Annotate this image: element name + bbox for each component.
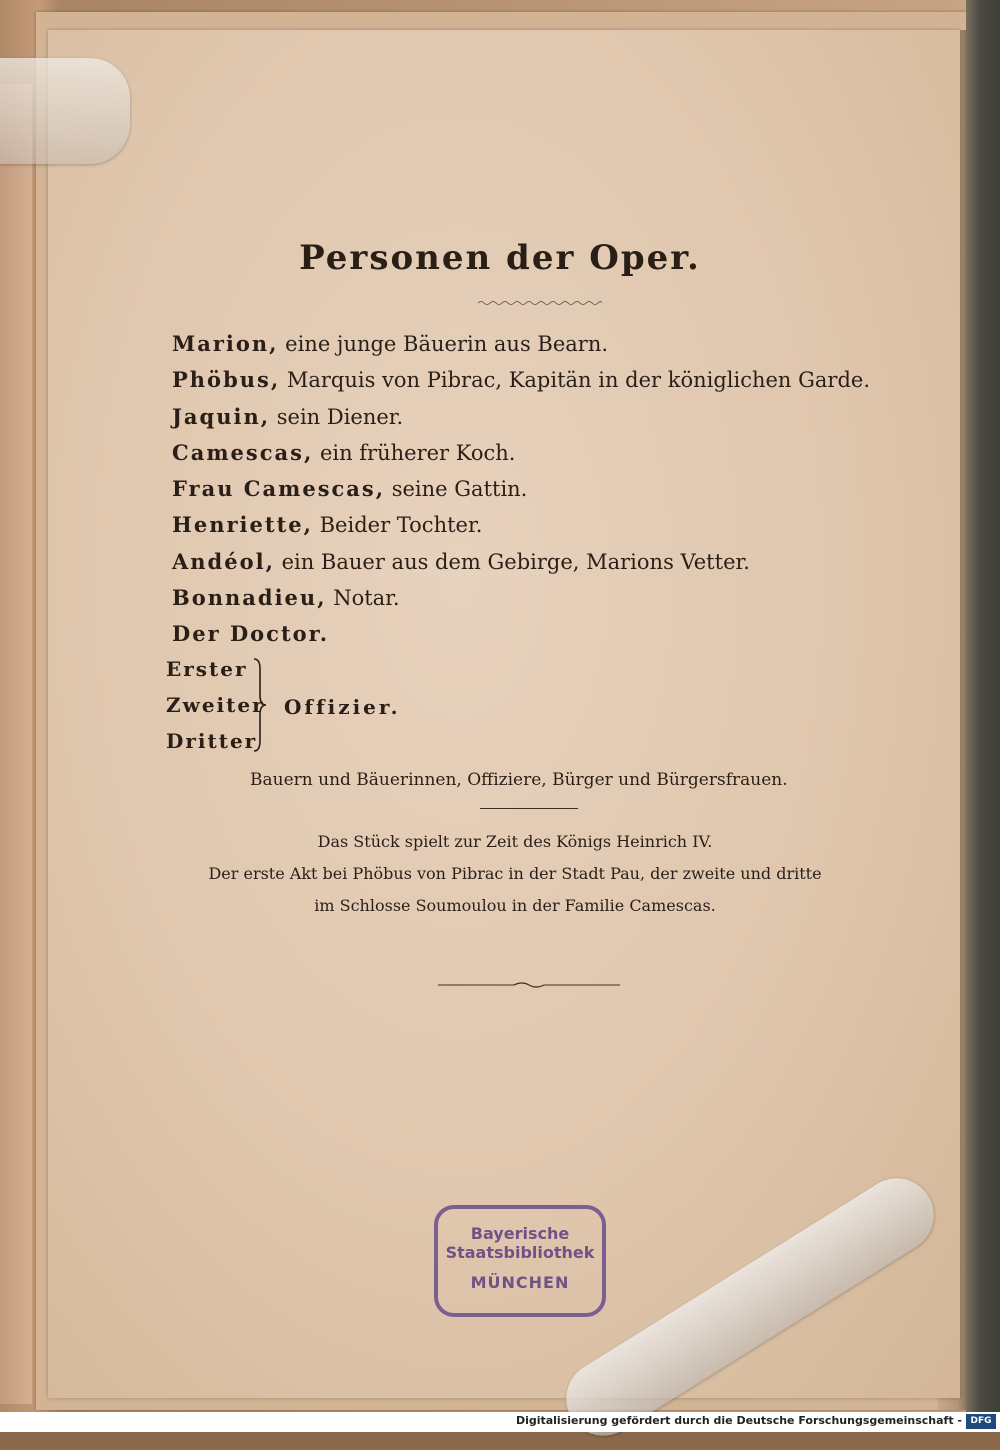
note-line: Der erste Akt bei Phöbus von Pibrac in der Stadt Pau, der zweite und dritte [208,864,822,883]
footer-bar [0,1412,1000,1432]
extras-line: Bauern und Bäuerinnen, Offiziere, Bürger und Bürgersfrauen. [250,770,788,790]
cast-description: ein früherer Koch. [313,440,516,465]
book-cover-edge [966,0,1000,1412]
library-stamp [434,1205,606,1317]
cast-description: Beider Tochter. [312,513,483,538]
cast-entry-phoebus [172,362,932,398]
officer-label: Offizier. [284,695,401,719]
cast-entry-andeol [172,544,932,580]
cast-entry-marion [172,326,932,362]
cast-description: eine junge Bäuerin aus Bearn. [278,332,609,356]
note-line: im Schlosse Soumoulou in der Familie Camescas. [314,896,716,915]
cast-name: Camescas, [172,439,314,465]
cast-name: Der Doctor. [172,621,330,647]
cast-name: Henriette, [172,512,313,538]
cast-list [172,326,932,653]
cast-entry-camescas [172,435,932,471]
officer-rank: Dritter [166,729,258,753]
cast-description: Notar. [326,586,400,611]
curly-brace [252,657,268,753]
stamp-line: MÜNCHEN [470,1273,570,1292]
cast-entry-bonnadieu [172,580,932,616]
cast-name: Andéol, [172,548,275,574]
officer-rank: Erster [166,657,248,681]
cast-entry-henriette [172,507,932,543]
cast-description: ein Bauer aus dem Gebirge, Marions Vetter. [274,549,750,574]
title-wavy-rule [478,300,602,306]
cast-name: Marion, [172,331,279,356]
cast-name: Frau Camescas, [172,476,386,502]
cast-name: Bonnadieu, [172,585,327,611]
cast-description: seine Gattin. [385,477,528,502]
cast-entry-jaquin [172,399,932,435]
book-edge-left [0,84,32,1404]
stamp-line: Bayerische [470,1224,570,1243]
dfg-logo: DFG [966,1414,996,1429]
officers-group [166,655,466,765]
stamp-line: Staatsbibliothek [445,1243,595,1262]
note-line: Das Stück spielt zur Zeit des Königs Heinrich IV. [317,832,713,851]
ornamental-rule [438,980,620,990]
cast-name: Jaquin, [172,403,271,429]
cast-description: sein Diener. [270,404,404,429]
officer-rank: Zweiter [166,693,265,717]
setting-note [0,826,1000,922]
cast-entry-frau-camescas [172,471,932,507]
left-page-clip [0,58,130,164]
footer-credit: Digitalisierung gefördert durch die Deutsche Forschungsgemeinschaft - [515,1414,962,1427]
cast-description: Marquis von Pibrac, Kapitän in der königlichen Garde. [280,368,871,393]
divider-rule [480,808,578,809]
cast-entry-doctor [172,616,932,652]
page-title: Personen der Oper. [299,238,701,278]
cast-name: Phöbus, [172,367,281,393]
